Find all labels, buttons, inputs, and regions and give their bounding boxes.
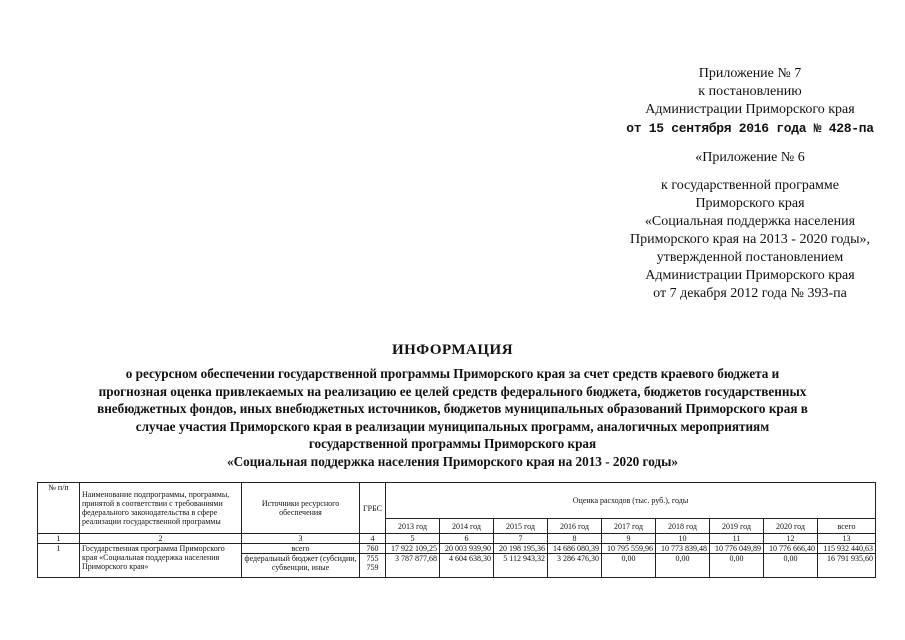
resolution-date-stamp: от 15 сентября 2016 года № 428-па — [626, 121, 874, 136]
row-grbs: 760 — [360, 544, 386, 554]
value-cell: 4 604 638,30 — [440, 554, 494, 578]
column-number: 2 — [80, 534, 242, 544]
appendix-authority: Администрации Приморского края — [645, 102, 855, 117]
value-cell: 14 686 080,39 — [548, 544, 602, 554]
resource-table — [37, 482, 876, 578]
row-grbs: 755 759 — [360, 554, 386, 578]
column-number: 7 — [494, 534, 548, 544]
approval-note: утвержденной постановлением — [656, 250, 844, 265]
column-number: 11 — [710, 534, 764, 544]
column-number: 5 — [386, 534, 440, 544]
appendix-authority: Администрации Приморского края — [645, 268, 855, 283]
value-cell: 3 787 877,68 — [386, 554, 440, 578]
header-year: 2016 год — [548, 519, 602, 534]
value-cell: 0,00 — [602, 554, 656, 578]
program-name: Приморского края на 2013 - 2020 годы», — [629, 232, 870, 247]
header-estimate: Оценка расходов (тыс. руб.), годы — [386, 483, 876, 519]
value-cell-total: 115 932 440,63 — [818, 544, 876, 554]
appendix-6-block — [600, 149, 900, 303]
appendix-number: Приложение № 7 — [698, 66, 802, 81]
header-year: 2018 год — [656, 519, 710, 534]
column-number: 1 — [38, 534, 80, 544]
header-year: 2019 год — [710, 519, 764, 534]
row-program-name: Государственная программа Приморского края «Социальная поддержка населения Приморского края» — [80, 544, 242, 578]
value-cell: 10 773 839,48 — [656, 544, 710, 554]
header-name: Наименование подпрограммы, программы, принятой в соответствии с требованиями федерального законодательства в сфере реализации государственной программы — [80, 483, 242, 534]
document-subtitle — [20, 365, 885, 471]
subtitle-line: прогнозная оценка привлекаемых на реализацию ее целей средств федерального бюджета, бюджетов государственных — [98, 383, 807, 399]
header-year: 2015 год — [494, 519, 548, 534]
header-year: 2020 год — [764, 519, 818, 534]
row-source: федеральный бюджет (субсидии, субвенции, иные — [242, 554, 360, 578]
column-number: 3 — [242, 534, 360, 544]
appendix-ref: к постановлению — [698, 84, 802, 99]
value-cell: 17 922 109,25 — [386, 544, 440, 554]
document-title: ИНФОРМАЦИЯ — [391, 342, 514, 358]
value-cell: 20 003 939,90 — [440, 544, 494, 554]
header-year: 2013 год — [386, 519, 440, 534]
value-cell: 0,00 — [764, 554, 818, 578]
column-number: 4 — [360, 534, 386, 544]
header-num: № п/п — [38, 483, 80, 534]
value-cell: 10 795 559,96 — [602, 544, 656, 554]
header-year: 2017 год — [602, 519, 656, 534]
column-number: 12 — [764, 534, 818, 544]
appendix-number: «Приложение № 6 — [695, 150, 805, 165]
subtitle-line: случае участия Приморского края в реализации муниципальных программ, аналогичных мероприятиям — [135, 418, 770, 434]
column-number: 6 — [440, 534, 494, 544]
row-source: всего — [242, 544, 360, 554]
resolution-date: от 7 декабря 2012 года № 393-па — [653, 286, 847, 301]
program-name: «Социальная поддержка населения — [644, 214, 856, 229]
value-cell: 0,00 — [656, 554, 710, 578]
header-total: всего — [818, 519, 876, 534]
value-cell: 10 776 666,40 — [764, 544, 818, 554]
column-number: 9 — [602, 534, 656, 544]
subtitle-line: о ресурсном обеспечении государственной программы Приморского края за счет средств краевого бюджета и — [125, 366, 780, 381]
header-year: 2014 год — [440, 519, 494, 534]
header-grbs: ГРБС — [360, 483, 386, 534]
value-cell: 20 198 195,36 — [494, 544, 548, 554]
value-cell: 5 112 943,32 — [494, 554, 548, 578]
subtitle-line: внебюджетных фондов, иных внебюджетных источников, бюджетов муниципальных образований Приморского края в — [97, 401, 808, 417]
subtitle-line: государственной программы Приморского края — [308, 436, 597, 452]
table-row — [38, 544, 876, 554]
row-num: 1 — [38, 544, 80, 578]
appendix-ref: к государственной программе — [661, 178, 839, 193]
column-number: 13 — [818, 534, 876, 544]
value-cell: 3 286 476,30 — [548, 554, 602, 578]
value-cell: 0,00 — [710, 554, 764, 578]
appendix-ref: Приморского края — [695, 196, 805, 211]
column-number: 10 — [656, 534, 710, 544]
value-cell-total: 16 791 935,60 — [818, 554, 876, 578]
appendix-7-block — [600, 65, 900, 138]
column-number: 8 — [548, 534, 602, 544]
header-source: Источники ресурсного обеспечения — [242, 483, 360, 534]
column-number-row — [38, 534, 876, 544]
subtitle-line: «Социальная поддержка населения Приморского края на 2013 - 2020 годы» — [226, 453, 678, 469]
value-cell: 10 776 049,89 — [710, 544, 764, 554]
